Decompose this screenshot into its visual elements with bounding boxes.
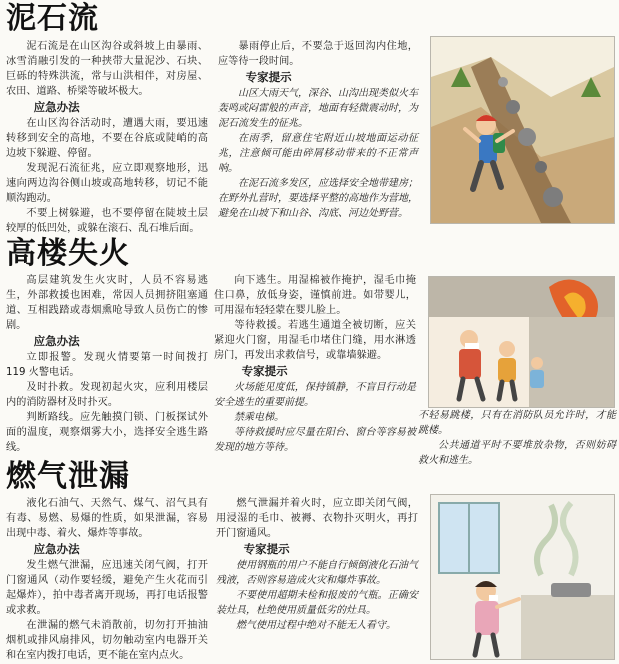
gas-expert-item: 燃气使用过程中绝对不能无人看守。	[236, 620, 396, 631]
mudslide-emergency-heading: 应急办法	[33, 100, 80, 114]
gas-col-1	[6, 496, 208, 663]
fire-emergency-heading: 应急办法	[33, 334, 80, 348]
mudslide-emergency-item: 在山区沟谷活动时，遭遇大雨，要迅速转移到安全的高地，不要在谷底或陡峭的高边坡下躲避、停留。	[6, 118, 208, 159]
mudslide-intro: 泥石流是在山区沟谷或斜坡上由暴雨、冰雪消融引发的一种挟带大量泥沙、石块、巨砾的特殊洪流，常与山洪相伴，对房屋、农田、道路、桥梁等破坏极大。	[6, 41, 208, 97]
gas-expert-heading: 专家提示	[243, 542, 290, 556]
fire-expert-heading: 专家提示	[241, 364, 288, 378]
mudslide-illustration	[430, 36, 615, 224]
section-fire	[0, 232, 619, 466]
fire-expert-item: 禁乘电梯。	[234, 412, 284, 423]
mudslide-expert-item: 在泥石流多发区，应选择安全地带建房；在野外扎营时，要选择平整的高地作为营地，避免在山坡下和山谷、沟底、河边处野营。	[218, 178, 418, 219]
fire-expert-item: 等待救援时应尽量在阳台、窗台等容易被发现的地方等待。	[214, 427, 416, 453]
fire-expert-item: 公共通道平时不要堆放杂物，否则妨碍救火和逃生。	[418, 440, 616, 466]
fire-intro: 高层建筑发生火灾时，人员不容易逃生，外部救援也困难，常因人员拥挤阻塞通道、互相践踏或毒烟熏呛导致人员伤亡的惨剧。	[6, 275, 208, 331]
mudslide-col-2	[218, 39, 418, 221]
mudslide-expert-heading: 专家提示	[245, 70, 292, 84]
mudslide-col-1	[6, 39, 208, 236]
gas-intro: 液化石油气、天然气、煤气、沼气具有有毒、易燃、易爆的性质，如果泄漏，容易出现中毒、着火、爆炸等事故。	[6, 498, 208, 539]
mudslide-expert-item: 山区大雨天气，深谷、山沟出现类似火车轰鸣或闷雷般的声音，地面有轻微震动时，为泥石流发生的征兆。	[218, 88, 418, 129]
fire-emergency-item: 等待救援。若逃生通道全被切断，应关紧迎火门窗，用湿毛巾堵住门缝，用水淋透房门，再发出求救信号，或靠墙躲避。	[214, 320, 416, 361]
gas-emergency-item: 燃气泄漏并着火时，应立即关闭气阀，用浸湿的毛巾、被褥、衣物扑灭明火，再打开门窗通风。	[216, 498, 418, 539]
gas-emergency-heading: 应急办法	[33, 542, 80, 556]
mudslide-emergency-item: 不要上树躲避，也不要停留在陡坡土层较厚的低凹处，或躲在滚石、乱石堆后面。	[6, 208, 208, 234]
section-gas	[0, 458, 619, 664]
mudslide-title: 泥石流	[6, 1, 99, 36]
fire-col-2	[214, 273, 416, 455]
fire-illustration	[428, 276, 615, 408]
fire-emergency-item: 及时扑救。发现初起火灾，应利用楼层内的消防器材及时扑灭。	[6, 382, 208, 408]
gas-illustration	[430, 494, 615, 660]
fire-emergency-item: 向下逃生。用湿棉被作掩护，湿毛巾掩住口鼻，放低身姿，谨慎前进。如带婴儿，可用湿布轻轻蒙在婴儿脸上。	[214, 275, 416, 316]
fire-emergency-item: 立即报警。发现火情要第一时间拨打 119 火警电话。	[6, 352, 208, 378]
mudslide-emergency-item: 发现泥石流征兆，应立即观察地形，迅速向两边沟谷侧山坡或高地转移，切记不能顺沟跑动。	[6, 163, 208, 204]
gas-expert-item: 不要使用超期未检和报废的气瓶。正确安装灶具，杜绝使用质量低劣的灶具。	[216, 590, 418, 616]
fire-col-1	[6, 273, 208, 455]
fire-expert-item: 火场能见度低，保持镇静，不盲目行动是安全逃生的重要前提。	[214, 382, 416, 408]
fire-title: 高楼失火	[6, 236, 130, 271]
mudslide-emergency-item: 暴雨停止后，不要急于返回沟内住地，应等待一段时间。	[218, 41, 418, 67]
gas-col-2	[216, 496, 418, 633]
gas-emergency-item: 发生燃气泄漏，应迅速关闭气阀，打开门窗通风（动作要轻缓，避免产生火花而引起爆炸），拍中毒者离开现场，再打电话报警或求救。	[6, 560, 208, 616]
section-mudslide	[0, 0, 619, 232]
gas-title: 燃气泄漏	[6, 459, 130, 494]
fire-emergency-item: 判断路线。应先触摸门锁、门板探试外面的温度，观察烟雾大小，选择安全逃生路线。	[6, 412, 208, 453]
fire-expert-item: 不轻易跳楼，只有在消防队员允许时，才能跳楼。	[418, 410, 616, 436]
gas-emergency-item: 在泄漏的燃气未消散前，切勿打开抽油烟机或排风扇排风，切勿触动室内电器开关和在室内拨打电话，更不能在室内点火。	[6, 620, 208, 661]
gas-expert-item: 使用钢瓶的用户不能自行倾倒液化石油气残液，否则容易造成火灾和爆炸事故。	[216, 560, 418, 586]
mudslide-expert-item: 在雨季，留意住宅附近山坡地面运动征兆，注意倾可能由碎屑移动带来的不正常声响。	[218, 133, 418, 174]
